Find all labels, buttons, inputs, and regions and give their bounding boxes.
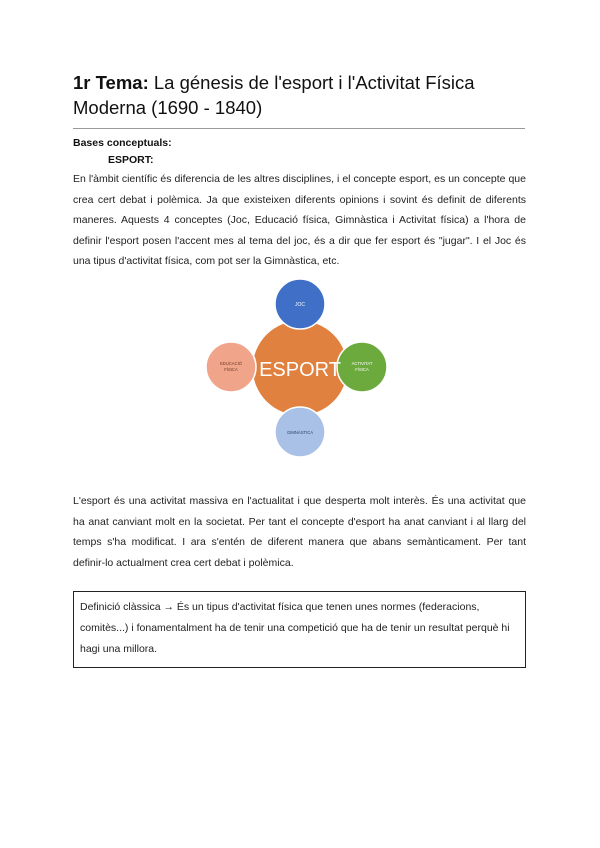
page-title <box>73 70 543 120</box>
left-label-line2: FÍSICA <box>224 367 238 372</box>
definition-text: Definició clàssica → És un tipus d'activitat física que tenen unes normes (federacions, comitès...) i fonamentalment ha de tenir una competició que ha de tenir un resultat perquè hi hagi una millora. <box>80 601 510 655</box>
left-label-line1: EDUCACIÓ <box>219 361 243 366</box>
title-lead: 1r Tema: <box>73 72 149 93</box>
second-paragraph: L'esport és una activitat massiva en l'actualitat i que desperta molt interès. És una activitat que ha anat canviant molt en la societat. Per tant el concepte d'esport ha anat canviant i al llarg del temps s'ha modificat. I ara s'entén de diferent manera que abans semànticament. Per tant definir-lo actualment crea cert debat i polèmica. <box>73 495 526 569</box>
concept-diagram <box>200 276 400 466</box>
intro-paragraph: En l'àmbit científic és diferencia de les altres disciplines, i el concepte esport, es un concepte que crea cert debat i polèmica. Ja que existeixen diferents opinions i sovint és definit de diferents maneres. Aquests 4 conceptes (Joc, Educació física, Gimnàstica i Activitat física) a l'hora de definir l'esport posen l'accent mes al tema del joc, és a dir que fer esport és "jugar". I el Joc és una tipus d'activitat física, com pot ser la Gimnàstica, etc. <box>73 173 526 267</box>
top-label: JOC <box>295 302 305 308</box>
definition-box <box>73 591 526 668</box>
bottom-label: GIMNÀSTICA <box>286 430 314 435</box>
right-label-line2: FÍSICA <box>355 367 369 372</box>
title-divider <box>73 128 525 129</box>
section-subheading: ESPORT: <box>108 154 154 166</box>
center-label: ESPORT <box>259 359 341 381</box>
right-label-line1: ACTIVITAT <box>351 361 373 366</box>
section-heading: Bases conceptuals: <box>73 137 172 149</box>
title-text: La génesis de l'esport i l'Activitat Física Moderna (1690 - 1840) <box>73 72 475 118</box>
